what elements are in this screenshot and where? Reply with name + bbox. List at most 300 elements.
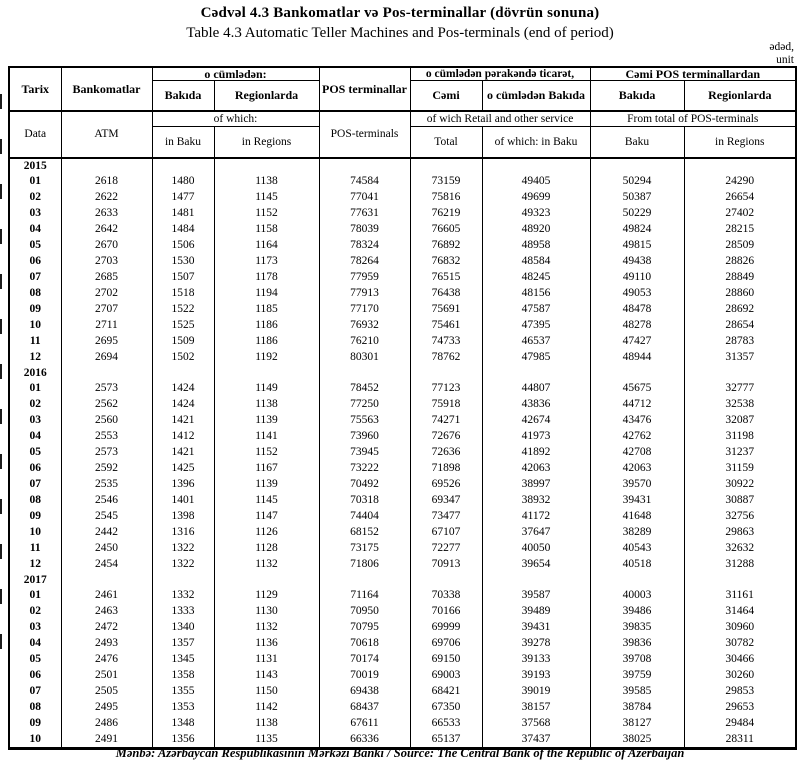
empty-cell	[482, 366, 590, 381]
value-cell: 78452	[319, 381, 410, 397]
value-cell: 77250	[319, 397, 410, 413]
value-cell: 1355	[152, 684, 214, 700]
header-of-which-in-baku-en: of which: in Baku	[482, 127, 590, 158]
value-cell: 2703	[61, 254, 152, 270]
value-cell: 49824	[590, 222, 684, 238]
value-cell: 45675	[590, 381, 684, 397]
value-cell: 30260	[684, 668, 796, 684]
value-cell: 31357	[684, 350, 796, 366]
month-cell: 06	[9, 668, 61, 684]
value-cell: 76515	[410, 270, 482, 286]
value-cell: 1132	[214, 557, 319, 573]
value-cell: 1353	[152, 700, 214, 716]
value-cell: 50387	[590, 190, 684, 206]
header-bankomatlar: Bankomatlar	[61, 67, 152, 111]
value-cell: 39654	[482, 557, 590, 573]
value-cell: 41648	[590, 509, 684, 525]
table-row	[9, 588, 796, 604]
value-cell: 29484	[684, 716, 796, 732]
month-cell: 01	[9, 174, 61, 190]
value-cell: 47395	[482, 318, 590, 334]
value-cell: 46537	[482, 334, 590, 350]
value-cell: 2622	[61, 190, 152, 206]
value-cell: 73945	[319, 445, 410, 461]
value-cell: 78264	[319, 254, 410, 270]
table-row	[9, 668, 796, 684]
value-cell: 73222	[319, 461, 410, 477]
value-cell: 48958	[482, 238, 590, 254]
value-cell: 39431	[482, 620, 590, 636]
value-cell: 74271	[410, 413, 482, 429]
header-in-baku-az: Bakıda	[152, 81, 214, 111]
value-cell: 75918	[410, 397, 482, 413]
empty-cell	[482, 158, 590, 174]
month-cell: 04	[9, 222, 61, 238]
value-cell: 69150	[410, 652, 482, 668]
value-cell: 37647	[482, 525, 590, 541]
header-pos-in-regions-en: in Regions	[684, 127, 796, 158]
header-total-az: Cəmi	[410, 81, 482, 111]
value-cell: 1149	[214, 381, 319, 397]
value-cell: 28509	[684, 238, 796, 254]
page-title-en: Table 4.3 Automatic Teller Machines and Pos-terminals (end of period)	[186, 25, 614, 41]
value-cell: 42762	[590, 429, 684, 445]
value-cell: 2553	[61, 429, 152, 445]
value-cell: 1192	[214, 350, 319, 366]
table-row	[9, 604, 796, 620]
value-cell: 2472	[61, 620, 152, 636]
value-cell: 77913	[319, 286, 410, 302]
value-cell: 77631	[319, 206, 410, 222]
empty-cell	[152, 573, 214, 588]
value-cell: 69706	[410, 636, 482, 652]
value-cell: 76438	[410, 286, 482, 302]
value-cell: 1152	[214, 445, 319, 461]
empty-cell	[684, 573, 796, 588]
table-row	[9, 270, 796, 286]
year-label: 2017	[9, 573, 61, 588]
value-cell: 1173	[214, 254, 319, 270]
data-table	[8, 66, 797, 750]
value-cell: 73477	[410, 509, 482, 525]
value-cell: 2560	[61, 413, 152, 429]
value-cell: 39570	[590, 477, 684, 493]
header-tarix: Tarix	[9, 67, 61, 111]
value-cell: 1136	[214, 636, 319, 652]
value-cell: 70492	[319, 477, 410, 493]
value-cell: 48245	[482, 270, 590, 286]
value-cell: 41892	[482, 445, 590, 461]
value-cell: 48920	[482, 222, 590, 238]
value-cell: 1398	[152, 509, 214, 525]
value-cell: 1145	[214, 190, 319, 206]
value-cell: 1358	[152, 668, 214, 684]
value-cell: 39585	[590, 684, 684, 700]
value-cell: 76605	[410, 222, 482, 238]
value-cell: 1147	[214, 509, 319, 525]
value-cell: 1150	[214, 684, 319, 700]
value-cell: 40050	[482, 541, 590, 557]
value-cell: 67350	[410, 700, 482, 716]
month-cell: 10	[9, 732, 61, 749]
table-row	[9, 254, 796, 270]
table-row	[9, 445, 796, 461]
value-cell: 38289	[590, 525, 684, 541]
value-cell: 1332	[152, 588, 214, 604]
empty-cell	[214, 366, 319, 381]
value-cell: 38932	[482, 493, 590, 509]
value-cell: 31288	[684, 557, 796, 573]
header-total-en: Total	[410, 127, 482, 158]
table-body	[9, 158, 796, 749]
value-cell: 28311	[684, 732, 796, 749]
empty-cell	[410, 158, 482, 174]
value-cell: 50294	[590, 174, 684, 190]
value-cell: 1412	[152, 429, 214, 445]
header-of-which-group-en: of which:	[152, 111, 319, 127]
header-atm: ATM	[61, 111, 152, 158]
year-label: 2015	[9, 158, 61, 174]
value-cell: 42063	[482, 461, 590, 477]
value-cell: 75563	[319, 413, 410, 429]
table-row	[9, 636, 796, 652]
value-cell: 27402	[684, 206, 796, 222]
value-cell: 28654	[684, 318, 796, 334]
month-cell: 09	[9, 716, 61, 732]
year-row	[9, 573, 796, 588]
header-in-baku-en: in Baku	[152, 127, 214, 158]
value-cell: 2694	[61, 350, 152, 366]
unit-label	[769, 41, 794, 66]
empty-cell	[410, 573, 482, 588]
unit-label-en: unit	[776, 53, 794, 66]
value-cell: 31237	[684, 445, 796, 461]
value-cell: 39759	[590, 668, 684, 684]
value-cell: 28860	[684, 286, 796, 302]
value-cell: 2695	[61, 334, 152, 350]
value-cell: 38127	[590, 716, 684, 732]
header-pos-in-regions-az: Regionlarda	[684, 81, 796, 111]
value-cell: 30466	[684, 652, 796, 668]
header-total-pos-group-en: From total of POS-terminals	[590, 111, 796, 127]
value-cell: 28783	[684, 334, 796, 350]
empty-cell	[61, 158, 152, 174]
value-cell: 31464	[684, 604, 796, 620]
value-cell: 38157	[482, 700, 590, 716]
value-cell: 73960	[319, 429, 410, 445]
month-cell: 03	[9, 413, 61, 429]
table-row	[9, 716, 796, 732]
month-cell: 02	[9, 604, 61, 620]
value-cell: 49438	[590, 254, 684, 270]
empty-cell	[152, 366, 214, 381]
value-cell: 1522	[152, 302, 214, 318]
value-cell: 1129	[214, 588, 319, 604]
month-cell: 07	[9, 270, 61, 286]
value-cell: 1333	[152, 604, 214, 620]
value-cell: 70618	[319, 636, 410, 652]
value-cell: 71164	[319, 588, 410, 604]
value-cell: 1424	[152, 397, 214, 413]
value-cell: 1143	[214, 668, 319, 684]
table-row	[9, 557, 796, 573]
value-cell: 2505	[61, 684, 152, 700]
value-cell: 1525	[152, 318, 214, 334]
table-row	[9, 461, 796, 477]
value-cell: 70019	[319, 668, 410, 684]
empty-cell	[319, 366, 410, 381]
table-row	[9, 222, 796, 238]
value-cell: 49323	[482, 206, 590, 222]
value-cell: 77170	[319, 302, 410, 318]
value-cell: 1425	[152, 461, 214, 477]
value-cell: 2476	[61, 652, 152, 668]
value-cell: 48584	[482, 254, 590, 270]
value-cell: 78039	[319, 222, 410, 238]
empty-cell	[590, 366, 684, 381]
table-row	[9, 397, 796, 413]
value-cell: 39431	[590, 493, 684, 509]
value-cell: 48278	[590, 318, 684, 334]
value-cell: 42708	[590, 445, 684, 461]
month-cell: 04	[9, 636, 61, 652]
table-row	[9, 477, 796, 493]
table-row	[9, 620, 796, 636]
table-row	[9, 493, 796, 509]
value-cell: 28692	[684, 302, 796, 318]
value-cell: 2463	[61, 604, 152, 620]
value-cell: 1481	[152, 206, 214, 222]
month-cell: 11	[9, 334, 61, 350]
value-cell: 1139	[214, 413, 319, 429]
month-cell: 01	[9, 588, 61, 604]
empty-cell	[319, 573, 410, 588]
header-of-which-in-baku-az: o cümlədən Bakıda	[482, 81, 590, 111]
value-cell: 41973	[482, 429, 590, 445]
value-cell: 40518	[590, 557, 684, 573]
month-cell: 05	[9, 445, 61, 461]
value-cell: 1167	[214, 461, 319, 477]
value-cell: 1128	[214, 541, 319, 557]
page-title-az: Cədvəl 4.3 Bankomatlar və Pos-terminallar (dövrün sonuna)	[200, 5, 600, 21]
value-cell: 1424	[152, 381, 214, 397]
table-header	[9, 67, 796, 158]
value-cell: 2633	[61, 206, 152, 222]
empty-cell	[152, 158, 214, 174]
value-cell: 47427	[590, 334, 684, 350]
value-cell: 1316	[152, 525, 214, 541]
header-pos-terminals-en: POS-terminals	[319, 111, 410, 158]
value-cell: 2486	[61, 716, 152, 732]
value-cell: 28215	[684, 222, 796, 238]
value-cell: 39133	[482, 652, 590, 668]
value-cell: 29853	[684, 684, 796, 700]
value-cell: 31161	[684, 588, 796, 604]
value-cell: 42063	[590, 461, 684, 477]
value-cell: 66336	[319, 732, 410, 749]
value-cell: 49110	[590, 270, 684, 286]
value-cell: 1186	[214, 334, 319, 350]
value-cell: 48156	[482, 286, 590, 302]
empty-cell	[214, 158, 319, 174]
value-cell: 32756	[684, 509, 796, 525]
value-cell: 72636	[410, 445, 482, 461]
value-cell: 48478	[590, 302, 684, 318]
value-cell: 38025	[590, 732, 684, 749]
header-retail-group-az: o cümlədən pərakəndə ticarət,	[410, 67, 590, 81]
empty-cell	[319, 158, 410, 174]
header-pos-terminals-az: POS terminallar	[319, 67, 410, 111]
value-cell: 39278	[482, 636, 590, 652]
footer-source: Mənbə: Azərbaycan Respublikasının Mərkəzi Bankı / Source: The Central Bank of the Republic of Azerbaijan	[115, 746, 685, 760]
value-cell: 69438	[319, 684, 410, 700]
empty-cell	[590, 573, 684, 588]
value-cell: 32538	[684, 397, 796, 413]
value-cell: 47985	[482, 350, 590, 366]
value-cell: 2442	[61, 525, 152, 541]
value-cell: 1322	[152, 557, 214, 573]
value-cell: 1345	[152, 652, 214, 668]
value-cell: 2618	[61, 174, 152, 190]
value-cell: 72277	[410, 541, 482, 557]
month-cell: 06	[9, 461, 61, 477]
scan-edge-artifact	[0, 94, 2, 666]
table-row	[9, 541, 796, 557]
value-cell: 75816	[410, 190, 482, 206]
month-cell: 02	[9, 190, 61, 206]
value-cell: 2450	[61, 541, 152, 557]
value-cell: 76210	[319, 334, 410, 350]
value-cell: 1477	[152, 190, 214, 206]
month-cell: 07	[9, 684, 61, 700]
value-cell: 1126	[214, 525, 319, 541]
value-cell: 2573	[61, 445, 152, 461]
value-cell: 29653	[684, 700, 796, 716]
value-cell: 1421	[152, 445, 214, 461]
value-cell: 70166	[410, 604, 482, 620]
value-cell: 31198	[684, 429, 796, 445]
value-cell: 38784	[590, 700, 684, 716]
value-cell: 70795	[319, 620, 410, 636]
value-cell: 37437	[482, 732, 590, 749]
value-cell: 2545	[61, 509, 152, 525]
empty-cell	[61, 366, 152, 381]
table-row	[9, 302, 796, 318]
value-cell: 1348	[152, 716, 214, 732]
value-cell: 70174	[319, 652, 410, 668]
value-cell: 39193	[482, 668, 590, 684]
header-in-regions-en: in Regions	[214, 127, 319, 158]
header-pos-in-baku-en: Baku	[590, 127, 684, 158]
table-row	[9, 238, 796, 254]
value-cell: 1164	[214, 238, 319, 254]
value-cell: 39489	[482, 604, 590, 620]
value-cell: 1396	[152, 477, 214, 493]
value-cell: 73159	[410, 174, 482, 190]
value-cell: 32087	[684, 413, 796, 429]
value-cell: 1138	[214, 716, 319, 732]
value-cell: 76892	[410, 238, 482, 254]
value-cell: 77959	[319, 270, 410, 286]
table-row	[9, 334, 796, 350]
year-row	[9, 366, 796, 381]
value-cell: 2592	[61, 461, 152, 477]
value-cell: 2495	[61, 700, 152, 716]
value-cell: 37568	[482, 716, 590, 732]
value-cell: 30782	[684, 636, 796, 652]
value-cell: 39836	[590, 636, 684, 652]
year-row	[9, 158, 796, 174]
table-row	[9, 190, 796, 206]
value-cell: 49405	[482, 174, 590, 190]
value-cell: 1357	[152, 636, 214, 652]
value-cell: 39708	[590, 652, 684, 668]
value-cell: 1322	[152, 541, 214, 557]
empty-cell	[590, 158, 684, 174]
value-cell: 1509	[152, 334, 214, 350]
value-cell: 66533	[410, 716, 482, 732]
value-cell: 24290	[684, 174, 796, 190]
value-cell: 69526	[410, 477, 482, 493]
month-cell: 04	[9, 429, 61, 445]
month-cell: 07	[9, 477, 61, 493]
table-row	[9, 700, 796, 716]
value-cell: 1480	[152, 174, 214, 190]
value-cell: 77123	[410, 381, 482, 397]
value-cell: 2461	[61, 588, 152, 604]
empty-cell	[410, 366, 482, 381]
table-row	[9, 206, 796, 222]
value-cell: 1502	[152, 350, 214, 366]
header-data: Data	[9, 111, 61, 158]
month-cell: 10	[9, 318, 61, 334]
value-cell: 1186	[214, 318, 319, 334]
value-cell: 2707	[61, 302, 152, 318]
value-cell: 74584	[319, 174, 410, 190]
value-cell: 49699	[482, 190, 590, 206]
value-cell: 1178	[214, 270, 319, 286]
month-cell: 05	[9, 238, 61, 254]
value-cell: 1138	[214, 174, 319, 190]
value-cell: 71898	[410, 461, 482, 477]
month-cell: 12	[9, 557, 61, 573]
table-row	[9, 525, 796, 541]
value-cell: 2491	[61, 732, 152, 749]
value-cell: 38997	[482, 477, 590, 493]
value-cell: 1194	[214, 286, 319, 302]
value-cell: 73175	[319, 541, 410, 557]
value-cell: 2685	[61, 270, 152, 286]
value-cell: 71806	[319, 557, 410, 573]
empty-cell	[684, 158, 796, 174]
value-cell: 76932	[319, 318, 410, 334]
value-cell: 28849	[684, 270, 796, 286]
value-cell: 1158	[214, 222, 319, 238]
value-cell: 76832	[410, 254, 482, 270]
value-cell: 69347	[410, 493, 482, 509]
value-cell: 2501	[61, 668, 152, 684]
month-cell: 09	[9, 302, 61, 318]
table-row	[9, 429, 796, 445]
value-cell: 31159	[684, 461, 796, 477]
unit-label-az: ədəd,	[769, 41, 794, 53]
header-retail-group-en: of wich Retail and other service	[410, 111, 590, 127]
value-cell: 30887	[684, 493, 796, 509]
value-cell: 39835	[590, 620, 684, 636]
value-cell: 2711	[61, 318, 152, 334]
value-cell: 65137	[410, 732, 482, 749]
value-cell: 1507	[152, 270, 214, 286]
